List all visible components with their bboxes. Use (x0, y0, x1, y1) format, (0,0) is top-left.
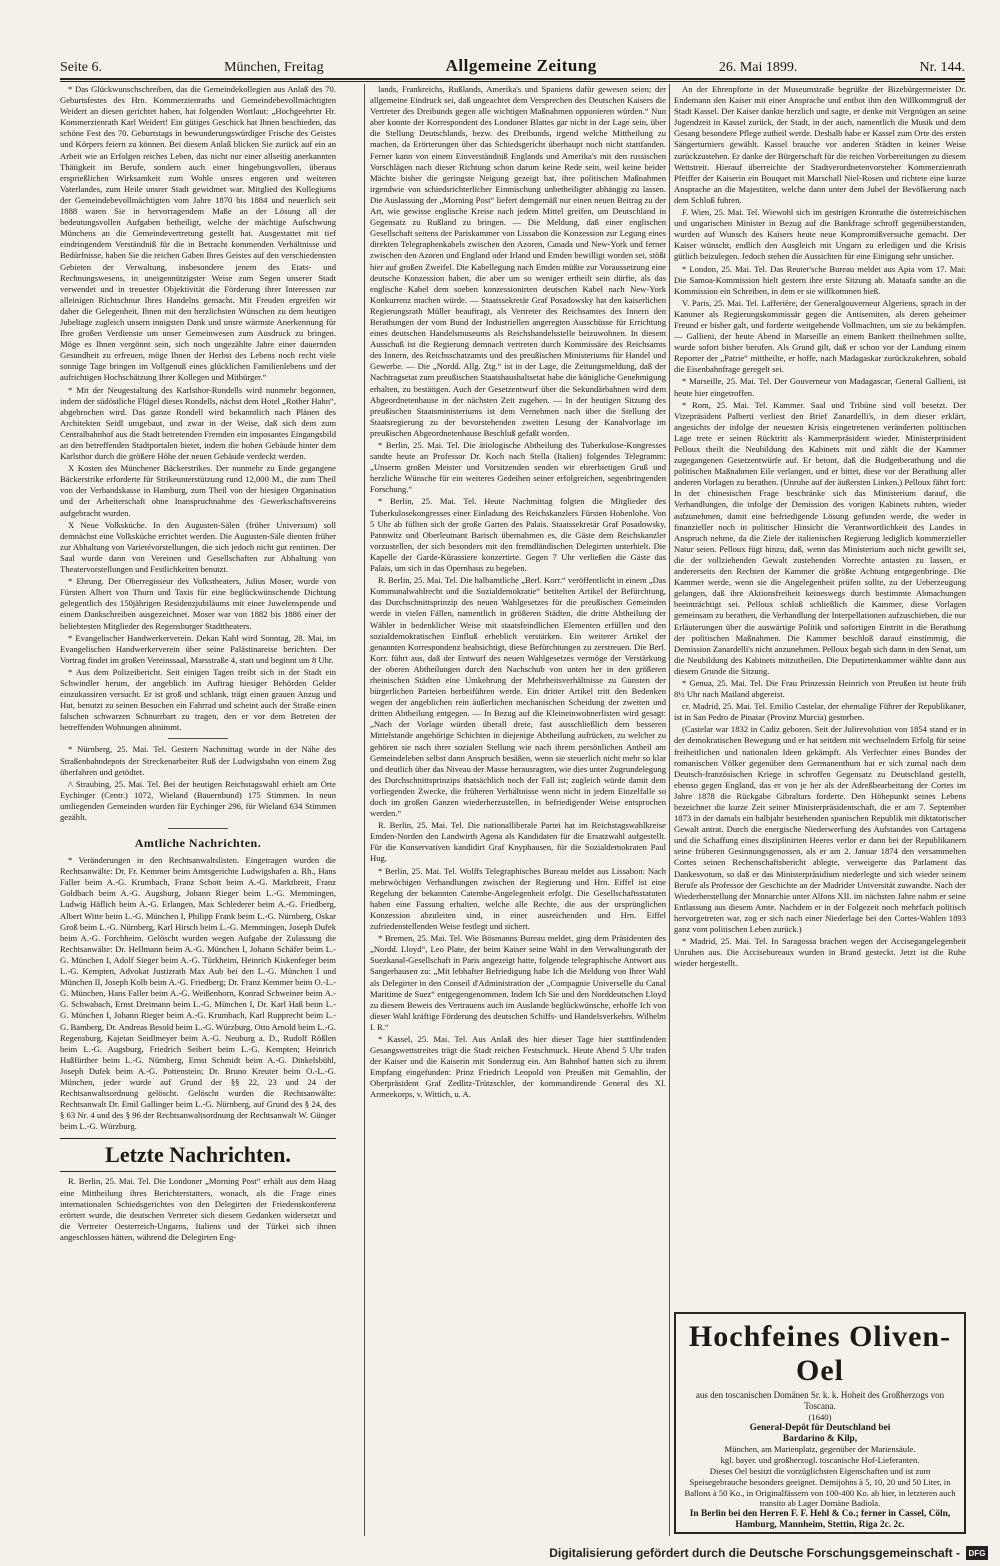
ad-description: Dieses Oel besitzt die vorzüglichsten Eigenschaften und ist zum Speisegebrauche besonders geeignet. Demijohns à 5, 10, 20 und 50 Liter, in Ballons à 50 Ko., in Originalfässern von 100-400 Ko. ab hier, in letzteren auch transito ab Lager Domäne Badiola. (684, 1465, 956, 1509)
article-paragraph: * Madrid, 25. Mai. Tel. In Saragossa brachen wegen der Accisegangelegenheit Unruhen aus. Die Accisebureaux wurden in Brand gesteckt. Jetzt ist die Ruhe wieder hergestellt. (674, 936, 966, 969)
issue-date: 26. Mai 1899. (718, 60, 798, 75)
article-paragraph: * Marseille, 25. Mai. Tel. Der Gouverneur von Madagascar, General Gallieni, ist heute hier eingetroffen. (674, 376, 966, 398)
article-paragraph: * Berlin, 25. Mai. Tel. Heute Nachmittag folgten die Mitglieder des Tuberkulosekongresses einer Einladung des Reichskanzlers Fürsten Hohenlohe. Von 5 Uhr ab füllten sich der große Garten des Palais. Staatssekretär Graf Posadowsky, Pannwitz und Oberleutnant Barisch übernahmen es, die Gäste dem Reichskanzler vorzustellen, der sich besonders mit den fremdländischen Delegirten unterhielt. Die Kapelle der Garde-Kürassiere konzertirte. Gegen 7 Uhr verließen die Gäste das Palais, um sich in das Opernhaus zu begeben. (370, 496, 666, 574)
separator-rule (168, 738, 228, 739)
article-paragraph: * Ehrung. Der Oberregisseur des Volkstheaters, Julius Moser, wurde von Fürsten Albert von Thurn und Taxis für eine beglückwünschende Dichtung gelegentlich des 150jährigen Residenzjubiläums mit einer Juwelenspende und einem Dankschreiben ausgezeichnet. Moser war von 1882 bis 1886 einer der beliebtesten Mitglieder des Regensburger Stadttheaters. (60, 576, 336, 631)
ad-firm: Bardarino & Kilp, (782, 1433, 858, 1444)
column-2 (370, 84, 666, 1536)
article-paragraph: X Kosten des Münchener Bäckerstrikes. Der nunmehr zu Ende gegangene Bäckerstrike erforderte für Strikeunterstützung rund 12,000 M., die zum Theil von der Verbandskasse in Hamburg, zum Theil von der hiesigen Organisation und der Arbeiterschaft ohne Inanspruchnahme des Gewerkschaftsvereins aufgebracht wurden. (60, 463, 336, 518)
page-number: Seite 6. (60, 60, 102, 75)
separator-rule (168, 828, 228, 829)
page-header (60, 56, 965, 76)
ad-depot: General-Depôt für Deutschland bei (749, 1422, 891, 1433)
ad-address: München, am Marienplatz, gegenüber der Mariensäule. (724, 1444, 916, 1455)
article-paragraph: * Aus dem Polizeibericht. Seit einigen Tagen treibt sich in der Stadt ein Schwindler herum, der angeblich im Auftrag hiesiger Behörden Gelder einzukassiren versucht. Er ist groß und schlank, trägt einen grauen Anzug und Hut, benutzt zu seinen Besuchen ein Fahrrad und scheint auch der Straße einen falschen schwarzen Schnurrbart zu tragen, den er vor dem Betreten der betreffenden Wohnungen abnimmt. (60, 666, 336, 733)
article-paragraph: /\ Straubing, 25. Mai. Tel. Bei der heutigen Reichstagswahl erhielt am Orte Eychinger (Centr.) 1072, Wieland (Bauernbund) 175 Stimmen. In neun umliegenden Gemeinden wurden für Eychinger 296, für Wieland 634 Stimmen gezählt. (60, 778, 336, 822)
newspaper-title: Allgemeine Zeitung (445, 56, 597, 75)
ad-branches: In Berlin bei den Herren F. F. Hehl & Co.; ferner in Cassel, Cöln, Hamburg, Mannheim, Stettin, Riga 2c. 2c. (689, 1509, 951, 1530)
article-paragraph: * Genua, 25. Mai. Tel. Die Frau Prinzessin Heinrich von Preußen ist heute früh 8½ Uhr nach Mailand abgereist. (674, 677, 966, 700)
article-paragraph: cr. Madrid, 25. Mai. Tel. Emilio Castelar, der ehemalige Führer der Republikaner, ist in San Pedro de Pinatar (Provinz Murcia) gestorben. (674, 701, 966, 723)
digitization-footer (0, 1540, 1000, 1566)
dfg-logo-icon: DFG (966, 1546, 988, 1560)
section-heading-amtliche: Amtliche Nachrichten. (134, 836, 262, 851)
ad-subtitle: aus den toscanischen Domänen Sr. k. k. Hoheit des Großherzogs von Toscana. (695, 1390, 945, 1411)
article-paragraph: * Kassel, 25. Mai. Tel. Aus Anlaß des hier dieser Tage hier stattfindenden Gesangswettstreites trägt die Stadt reichen Festschmuck. Heute Abend 5 Uhr trafen der Kaiser und die Kaiserin mit Sonderzug ein. Am Bahnhof hatten sich zu ihrem Empfang eingefunden: Prinz Friedrich Leopold von Preußen mit Gemahlin, der Oberpräsident Graf Zedlitz-Trützschler, der kommandirende General des XI. Armeekorps, v. Wittich, u. A. (370, 1033, 666, 1100)
column-3 (674, 84, 966, 1308)
article-paragraph: * Bremen, 25. Mai. Tel. Wie Bösmanns Bureau meldet, ging dem Präsidenten des „Nordd. Lloyd“, Leo Plate, der beim Kaiser seine Wahl in den Verwaltungsrath der Suezkanal-Gesellschaft in Paris angezeigt hatte, folgende telegraphische Antwort aus Sangerhausen zu: „Mit lebhafter Befriedigung habe Ich die Meldung von Ihrer Wahl als Delegirter in den Conseil d'Administration der „Compagnie Universelle du Canal Maritime de Suez“ entgegengenommen. Indem Ich Sie und den Norddeutschen Lloyd zu diesem Beweis des Vertrauens auch im Auslande beglückwünsche, erhoffe Ich von dieser Wahl kräftige Förderung des deutschen Schiffs- und Handelsverkehrs. Wilhelm I. R.“ (370, 933, 666, 1032)
footer-text: Digitalisierung gefördert durch die Deutsche Forschungsgemeinschaft - (549, 1546, 960, 1560)
ad-warrant: kgl. bayer. und großherzogl. toscanische Hof-Lieferanten. (720, 1455, 920, 1466)
article-paragraph: * Berlin, 25. Mai. Tel. Die ätiologische Abtheilung des Tuberkulose-Kongresses sandte heute an Professor Dr. Koch nach Stella (Italien) folgendes Telegramm: „Unserm großen Meister und Vorsitzenden senden wir ehrerbietigen Gruß und herzliche Wünsche für ein weiteres Gedeihen seiner erfolgreichen, segenbringenden Forschung.“ (370, 440, 666, 495)
column-1 (60, 84, 336, 1536)
article-paragraph: R. Berlin, 25. Mai. Tel. Die halbamtliche „Berl. Korr.“ veröffentlicht in einem „Das Kommunalwahlrecht und die Sozialdemokratie“ betitelten Artikel der Befürchtung, das Durchschnittsprinzip des neuen Wahlgesetzes für die preußischen Gemeinden werde in vielen Fällen, namentlich in größeren Städten, die dritte Abtheilung der Wähler in bedenklicher Weise mit staatsfeindlichen Elementen erfüllen und den sozialdemokratischen Einfluß erheblich verstärken. Ein weiterer Artikel der genannten Korrespondenz beabsichtigt, diese Befürchtungen zu zerstreuen. Die Berl. Korr. führt aus, daß der Entwurf des neuen Wahlgesetzes vermöge der Verstärkung der oberen Abtheilungen durch den Nachschub von unten her in den größeren rheinischen Städten eine Umkehrung der Mehrheitsverhältnisse zu Gunsten der bürgerlichen Parteien herbeiführen werde. Ein dritter Artikel tritt den Bedenken wegen der angeblichen rein äußerlichen mechanischen Scheidung der zweiten und dritten Abtheilung entgegen. — In Bezug auf die Kleineinwohnerlisten wird gesagt: „Nach der Vorlage würden überall dreie, fast ausschließlich dem besseren Mittelstande angehörige Schichten in diejenige Abtheilung aufrücken, zu welcher zu gehören sie nach ihrer sozialen Stellung wie nach ihrem persönlichen Antheil am Gemeindeleben selbst dann Anspruch besäßen, wenn sie steuerlich nicht mehr so klar und deutlich über das Niveau der Masse herausragten, wie dies unter Zugrundelegung des Durchschnittsprinzips thatsächlich noch der Fall ist; zugleich würde damit dem vorliegenden Zwecke, die früheren Verhältnisse wenn nicht in jedem Einzelfalle so doch im großen Ganzen wiederherzustellen, in befriedigender Weise entsprochen werden.“ (370, 575, 666, 819)
article-paragraph: V. Paris, 25. Mai. Tel. Lafferière, der Generalgouverneur Algeriens, sprach in der Kammer als Regierungskommissär gegen die Antisemiten, als deren geheimer Freund er bisher galt, und forderte weitgehende Vollmachten, um sie zu bekämpfen. — Gallieni, der heute Abend in Marseille an einem Bankett theilnehmen sollte, wurde sofort bisher berufen. Als Grund gilt, daß er schon vor der Landung einem Reporter der „Patrie“ mittheilte, er hoffe, nach Madagaskar zurückzukehren, sobald die Eisenbahnfrage geregelt sei. (674, 297, 966, 375)
article-paragraph: R. Berlin, 25. Mai. Tel. Die Londoner „Morning Post“ erhält aus dem Haag eine Mittheilung ihres Berichterstatters, wonach, als die Frage eines internationalen Schiedsgerichtes von den Delegirten der Friedenskonferenz erörtert wurde, die deutschen Vertreter sich diesem Gedanken widersetzt und die Vertreter Oesterreich-Ungarns, Italiens und der Türkei sich ihnen angeschlossen hätten, während die Delegirten Eng- (60, 1176, 336, 1242)
article-paragraph: * Evangelischer Handwerkerverein. Dekan Kahl wird Sonntag, 28. Mai, im Evangelischen Handwerkerverein über seine Palästinareise berichten. Der Vortrag findet im großen Vereinssaal, Marsstraße 4, statt und beginnt um 8 Uhr. (60, 632, 336, 665)
article-paragraph: lands, Frankreichs, Rußlands, Amerika's und Spaniens dafür gewesen seien; der allgemeine Eindruck sei, daß ungeachtet dem Versprechen des Deutschen Kaisers die Vertreter des Dreibunds gegen alle wichtigen Maßnahmen opponieren würden.“ Nun aber konnte der Korrespondent des Londoner Blattes gar nicht in der Lage sein, über die Stellung Deutschlands, bezw. des Dreibunds, irgend welche Mittheilung zu machen, da Erörterungen über das Schiedsgericht überhaupt noch nicht stattfanden. Ferner kann von einem Einverständniß Englands und Amerika's mit den russischen Vorschlägen nach dieser Richtung schon darum keine Rede sein, weil keine beider Mächte bisher die geringste Neigung gezeigt hat, ihre politischen Maßnahmen irgendwie von schiedsrichterlicher Einmischung unbetheiligter abhängig zu lassen. Die Auslassung der „Morning Post“ liefert demgemäß nur einen neuen Beitrag zu der Art, wie gewisse englische Kreise nach jedem Mittel greifen, um Deutschland in Gegensatz zu Rußland zu bringen. — Die Meldung, daß einer englischen Gesellschaft seitens der Pariskammer von Lissabon die Konzession zur Legung eines direkten Telegraphenkabels zwischen den Azoren, Canada und New-York und ferner zwischen den Azoren und England oder Irland und Emden bewilligt worden sei, stößt hier auf großen Zweifel. Die Kabellegung nach Emden müßte zur Voraussetzung eine deutsche Konzession haben, die aber um so weniger ertheilt sein dürfte, als das englische Kabel dem soeben konzessionirten deutschen Kabel nach New-York Konkurrenz machen würde. — Staatssekretär Graf Posadowsky hat den kaiserlichen Regierungsrath Müller beauftragt, als Vertreter des Reichsamtes des Innern den Berathungen der vom Bund der Industriellen angeregten Ausschüsse für Errichtung eines deutschen Handelsmuseums als Reichshandelsstelle beizuwohnen. In diesem Ausschuß ist die Regierung demnach vertreten durch Kommissäre des Reichsamts des Innern, des Reichsschatzamts und des preußischen Ministeriums für Handel und Gewerbe. — Die „Nordd. Allg. Ztg.“ ist in der Lage, die Zeitungsmeldung, daß der Nachtragsetat zum preußischen Staatshaushaltsetat habe die königliche Genehmigung erhalten, zu bestätigen. Auch der Gesetzentwurf über die Sekundärbahnen wird dem Abgeordnetenhause in der nächsten Zeit zugehen. — In der heutigen Sitzung des preußischen Staatsministeriums ist dem Vernehmen nach über die Stellung der Staatsregierung zu der bevorstehenden zweiten Lesung der Kanalvorlage im preußischen Abgeordnetenhause Beschluß gefaßt worden. (370, 84, 666, 438)
article-paragraph: An der Ehrenpforte in der Museumstraße begrüßte der Bizebürgermeister Dr. Endemann den Kaiser mit einer Ansprache und entbot ihm den Willkommgruß der Stadt Kassel. Der Kaiser dankte herzlich und sagte, er denke mit Vergnügen an seine Jugendzeit in Kassel zurück, der Stadt, in der auch, namentlich die Musik und dem Gesang besondere Pflege zutheil werde. Deshalb habe er Kassel zum Orte des ersten Sängerturniers gewählt. Kassel brauche vor anderen Städten in keiner Weise zurückzustehen. Er danke der Bürgerschaft für die reichen Vorbereitungen zu diesem Wettstreit. Hierauf überreichte der Stadtverordnetenvorsteher Kommerzienrath Pfeiffer der Kaiserin ein Bouquet mit Marschall Niel-Rosen und richtete eine kurze Ansprache an die Majestäten, welche dann unter dem Jubel der Bevölkerung nach dem Schloß fuhren. (674, 84, 966, 205)
ad-title: Hochfeines Oliven-Oel (688, 1320, 952, 1387)
city-day: München, Freitag (224, 60, 324, 75)
article-paragraph: * Nürnberg, 25. Mai. Tel. Gestern Nachmittag wurde in der Nähe des Straßenbahndepots der Streckenarbeiter Ruß der Ludwigsbahn von einem Zug überfahren und getödtet. (60, 744, 336, 777)
column-divider (669, 84, 670, 1536)
article-paragraph: R. Berlin, 25. Mai. Tel. Die nationalliberale Partei hat im Reichstagswahlkreise Emden-Norden den Landwirth Agena als Kandidaten für die Ersatzwahl aufgestellt. Für die Konservativen kandidirt Graf Knyphausen, für die Sozialdemokraten Paul Hug. (370, 820, 666, 864)
column-divider (364, 84, 365, 1536)
article-paragraph: * London, 25. Mai. Tel. Das Reuter'sche Bureau meldet aus Apia vom 17. Mai: Die Samoa-Kommission hielt gestern ihre erste Sitzung ab. Mataafa sandte an die Kommission ein Schreiben, in dem er sie willkommen hieß. (674, 263, 966, 296)
issue-number: Nr. 144. (919, 60, 965, 75)
article-paragraph: * Rom, 25. Mai. Tel. Kammer. Saal und Tribüne sind voll besetzt. Der Vizepräsident Palberti verliest den Brief Zanardelli's, in dem dieser erklärt, angesichts der infolge der neuesten Krisis eingetretenen veränderten politischen Lage trete er seinen Rücktritt als Kammerpräsident wieder. Ministerpräsident Pelloux theilt die Neubildung des Kabinets mit und zählt die der Kammer zugegangenen Gesetzentwürfe auf. Er betont, daß die Budgetberathung und die politischen Maßnahmen Eile verlangen, und er bittet, diese vor der Berathung aller anderen Vorlagen zu berathen. (Unruhe auf der äußersten Linken.) Pelloux fährt fort: In der chinesischen Frage beschränke sich das Ministerium darauf, die Verhandlungen, die infolge der Demission des vorigen Kabinets ruhten, wieder aufzunehmen, damit eine befriedigende Lösung gefunden werde, die weder in finanzieller noch in politischer Hinsicht die Verantwortlichkeit des Landes in Anspruch nehme, da die Ziele der italienischen Regierung lediglich kommerzieller Natur seien. Pelloux fügt hinzu, daß, wenn das Ministerium auch nicht gewillt sei, die der vollziehenden Gewalt zustehenden Vorrechte antasten zu lassen, er andererseits den Rechten der Kammer die größte Achtung entgegenbringe. Die Kammer werde, wenn sie die Angelegenheit prüfen sollte, zu der Ueberzeugung gelangen, daß ihre Aktionsfreiheit keineswegs durch bestimmte Abmachungen beeinträchtigt sei. Pelloux schloß schließlich die Kammer, diese Vorlagen gemeinsam zu berathen, die Verhandlung der Interpellationen aufzuschieben, die nur Erläuterungen über die auswärtige Politik und sofortigen Eintritt in die Berathung der politischen Maßnahmen. Die Kammer beschloß darauf einstimmig, die Demission Zanardelli's nicht anzunehmen. Pelloux begab sich dann in den Senat, um die Neubildung des Kabinets mitzutheilen. Die Deputirtenkammer wählte dann aus diesem Grunde die Sitzung. (674, 399, 966, 676)
article-paragraph: F. Wien, 25. Mai. Tel. Wiewohl sich im gestrigen Kronrathe die österreichischen und ungarischen Minister in Bezug auf die Bankfrage schroff gegenüberstanden, wurden auf Wunsch des Kaisers heute neue Kompromißversuche gemacht. Der Kaiser wünscht, endlich den Ausgleich mit Ungarn zu erledigen und die Krisis gütlich beizulegen. Jedoch stehen die Aussichten für eine Einigung sehr unsicher. (674, 207, 966, 262)
article-paragraph: * Das Glückwunschschreiben, das die Gemeindekollegien aus Anlaß des 70. Geburtsfestes des Hrn. Kommerzienraths und Gemeindebevollmächtigten Weidert an diesen gerichtet haben, hat folgenden Wortlaut: „Hochgeehrter Hr. Kommerzienrath Karl Weidert! Ein gütiges Geschick hat Ihnen beschieden, das schöne Fest des 70. Geburtstags in bewunderungswürdiger Frische des Geistes und Körpers feiern zu können. Bei diesem Anlaß blicken Sie zurück auf ein an Arbeit wie an Erfolgen reiches Leben, das nicht nur einer allseitig anerkannten Thätigkeit im Berufe, sondern auch einer hingebungsvollen, überaus ersprießlichen Wirksamkeit zum Wohle unsres engeren und weiteren Vaterlandes, zum Heile unsrer Stadt gewidmet war. Mitglied des Kollegiums der Gemeindebevollmächtigten vom Jahre 1870 bis 1884 und neuerlich seit 1888 waren Sie in hervorragendem Maße an der Lösung all der bedeutungsvollen Aufgaben betheiligt, welche der mächtige Aufschwung Münchens an die Gemeindevertretung gestellt hat. Ausgestattet mit tief eindringendem Verständniß für die in Betracht kommenden Verhältnisse und Bedürfnisse, haben Sie die reichen Gaben Ihres Geistes auf den verschiedensten Gebieten der Verwaltung, insbesondere jenem des Etats- und Rechnungswesens, in uneigennützigster Weise zum Segen unserer Stadt verwendet und in treuester Objektivität die Förderung ihrer Interessen zur alleinigen Richtschnur Ihres Handelns gemacht. Mit Freuden ergreifen wir daher die Gelegenheit, Ihnen mit den herzlichsten Wünschen zu dem heutigen Jubeltage zugleich unsern innigsten Dank und unsre wärmste Anerkennung für Ihre großen Verdienste um unser Gemeinwesen zum Ausdruck zu bringen. Möge es Ihnen vergönnt sein, sich noch ungezählte Jahre einer dauernden Gesundheit zu erfreuen, möge Ihnen der Herbst des Lebens noch recht viele sonnige Tage bringen im Vollgenuß eines glücklichen Familienlebens und der aufrichtigen Hochschätzung Ihrer Kollegen und Mitbürger.“ (60, 84, 336, 383)
ad-code: (1640) (808, 1412, 832, 1422)
section-heading-letzte: Letzte Nachrichten. (60, 1138, 336, 1172)
header-rule-thin (60, 81, 965, 82)
article-paragraph: * Berlin, 25. Mai. Tel. Wolffs Telegraphisches Bureau meldet aus Lissabon: Nach mehrwöchigen Verhandlungen zwischen der Regierung und Hrn. Eiffel ist eine Regelung der bekannten Catembe-Angelegenheit erfolgt. Die Gesellschaftsstatuten haben eine Fassung erhalten, welche alle Rechte, die aus der ursprünglichen Konzession abzuleiten sind, in einer ausreichenden und Hrn. Eiffel zufriedenstellenden Weise festlegt und sichert. (370, 865, 666, 932)
article-paragraph: (Castelar war 1832 in Cadiz geboren. Seit der Julirevolution von 1854 stand er in der demokratischen Bewegung und er hat seitdem mit wechselndem Erfolg für seine freiheitlichen und nationalen Ideen gekämpft. Als Verfechter eines Bundes der romanischen Völker gegenüber dem Germanenthum hat er sich zumal nach dem Deutsch-französischen Kriege in schroffen Gegensatz zu Deutschland gestellt, ebenso gegen England, das er von je her als der Adreßbearbeitung der Cortes im Jahre 1878 die Rückgabe Gibraltars forderte. Den Höhepunkt seines Lebens bezeichnet die kurze Zeit seiner Ministerpräsidentschaft, die er am 7. September 1873 in der damals ein halbjahr bestehenden spanischen Republik mit diktatorischer Gewalt antrat. Durch die energische Niederwerfung des Aufstandes von Cartagena und die Schaffung eines disziplinirten Heeres verlor er dann bei der Republikanern seine früheren Gesinnungsgenossen, als er am 2. Januar 1874 den versammelten Cortes seinen Rechenschaftsbericht ablegte, verweigerte das Parlament das Dankesvotum, so daß er das Ministerpräsidium niederlegte und sich wieder seinem Berufe als Professor der Geschichte an der Madrider Universität zuwandte. Nach der Wiederherstellung der Monarchie unter Alfons XII. im nächsten Jahre nahm er seine Entlassung aus diesem Amte. Nachdem er in der Folgezeit noch mehrfach politisch hervorgetreten war, zog er sich nach einer Niederlage bei den Cortes-Wahlen 1893 ganz vom politischen Leben zurück.) (674, 724, 966, 935)
article-paragraph: X Neue Volksküche. In den Augusten-Sälen (früher Universum) soll demnächst eine Volksküche errichtet werden. Die Augusten-Säle dienten früher zur Abhaltung von Varietévorstellungen, die sich jedoch nicht gut rentirten. Der Saal wurde dann von Vereinen und Gesellschaften zur Abhaltung von Theatervorstellungen und Festlichkeiten benutzt. (60, 519, 336, 575)
header-rule (60, 78, 965, 80)
article-paragraph: * Mit der Neugestaltung des Karlsthor-Rondells wird nunmehr begonnen, indem der südöstliche Flügel dieses Rondells, nächst dem Hotel „Rother Hahn“, abgebrochen wird. Das ganze Rondell wird bekanntlich nach Plänen des Architekten Seidl umgebaut, und zwar in der Weise, daß sich dem zum Centralbahnhof aus die Stadt betretenden Fremden ein imposantes Eingangsbild an den betreffenden Stadtportalen bietet, indem die hohen Gebäude hinter dem Karlsthor durch die größere Höhe der neuen Gebäude verdeckt werden. (60, 384, 336, 462)
olive-oil-advertisement (674, 1312, 966, 1534)
article-paragraph: * Veränderungen in den Rechtsanwaltslisten. Eingetragen wurden die Rechtsanwälte: Dr. Fr. Kemmer beim Amtsgerichte Ludwigshafen a. Rh., Hans Faller beim A.-G. Krumbach, Franz Schott beim A.-G. Marktbreit, Franz Goldbach beim A.-G. Augsburg, Johann Rieger beim L.-G. Memmingen, Ludwig Häflich beim A.-G. Erlangen, Max Schlederer beim A.-G. Friedberg, Albert Witte beim L.-G. München I, Philipp Frank beim L.-G. Nürnberg, Oskar Groß beim L.-G. Nürnberg, Karl Hirsch beim L.-G. Memmingen, Joseph Dufek beim A.-G. Forchheim. Gelöscht wurden wegen Aufgabe der Zulassung die Rechtsanwälte: Dr. Hellmann beim A.-G. München I, Johann Schäfer beim L.-G. München I, Adolf Sieger beim A.-G. Türkheim, Heinrich Kiskenfeger beim L.-G. Kempten, Advokat Justizrath Max Aub bei den L.-G. München I und München II, Joseph Kolb beim A.-G. Friedberg; Dr. Franz Kemmer beim O.-L.-G. München, Hans Faller beim A.-G. Weißenhorn, Konrad Schweiner beim A.-G. Schwabach, Ernst Dreimann beim L.-G. München I, Dr. Karl Haß beim L.-G. München I, Johann Rieger beim A.-G. Krumbach, Karl Rupprecht beim L.-G. Bamberg, Dr. Andreas Besold beim L.-G. Würzburg, Otto Arnold beim L.-G. Regensburg, Kajetan Seidlmeyer beim A.-G. Neuburg a. D., Rudolf Rößlen beim L.-G. Augsburg, Friedrich Seibert beim L.-G. Kempten; Heinrich Haßfürther beim L.-G. Nürnberg, Ernst Schmidt beim A.-G. Dinkelsbühl, Joseph Dufek beim A.-G. Pottenstein; Dr. Bruno Kreuter beim O.-L.-G. München, jeder wurde auf Grund der §§ 22, 23 und 24 der Rechtsanwaltsordnung gelöscht. Gelöscht wurden die Rechtsanwälte: Rechtsanwalt Dr. Emil Gallinger beim L.-G. Nürnberg, auf Grund des § 24, des § 63 Nr. 4 und des § 96 der Rechtsanwaltsordnung der Rechtsanwalt W. Günger beim L.-G. Würzburg. (60, 855, 336, 1132)
